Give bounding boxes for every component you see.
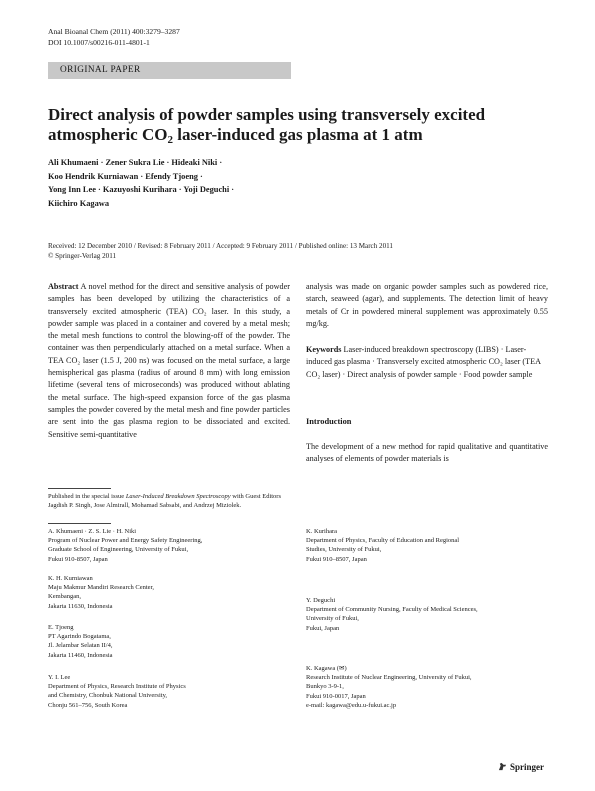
- author-line: Kiichiro Kagawa: [48, 199, 110, 209]
- abstract-block: [48, 281, 290, 441]
- affiliation-block: [306, 596, 556, 633]
- affiliation-block: [306, 527, 556, 564]
- affiliation-line: Research Institute of Nuclear Engineering, University of Fukui,: [306, 674, 472, 682]
- paper-type-band: [48, 62, 291, 79]
- affiliation-line: Jakarta 11630, Indonesia: [48, 602, 113, 610]
- affiliation-line: University of Fukui,: [306, 615, 359, 623]
- affiliation-line: Bunkyo 3-9-1,: [306, 683, 344, 691]
- doi: DOI 10.1007/s00216-011-4801-1: [48, 37, 150, 47]
- affiliation-line: A. Khumaeni · Z. S. Lie · H. Niki: [48, 528, 137, 535]
- journal-citation: Anal Bioanal Chem (2011) 400:3279–3287: [48, 27, 180, 36]
- affiliation-line: Kembangan,: [48, 593, 82, 601]
- publisher-name: Springer: [510, 762, 545, 772]
- affiliation-line: and Chemistry, Chonbuk National University,: [48, 692, 168, 700]
- affiliation-line: Graduate School of Engineering, University of Fukui,: [48, 546, 189, 554]
- affiliation-block: [306, 664, 556, 710]
- paper-title: [48, 105, 548, 150]
- keywords-block: [306, 344, 548, 381]
- publisher-logo: [498, 762, 544, 772]
- author-list: [48, 156, 308, 211]
- introduction-text: The development of a new method for rapid qualitative and quantitative analyses of elements of powder materials is: [306, 442, 548, 464]
- affiliation-line: Fukui 910–8507, Japan: [306, 555, 367, 563]
- affiliation-line: K. Kagawa (✉): [306, 665, 347, 672]
- affiliation-line: Fukui, Japan: [306, 624, 340, 632]
- affiliation-block: [48, 623, 298, 660]
- affiliation-line: Fukui 910-0017, Japan: [306, 692, 366, 700]
- affiliation-line: Department of Physics, Research Institute of Physics: [48, 683, 186, 691]
- affiliation-line: Studies, University of Fukui,: [306, 546, 382, 554]
- abstract-continued: [306, 281, 548, 330]
- affiliation-line: Fukui 910-8507, Japan: [48, 555, 108, 563]
- affiliation-line: Department of Physics, Faculty of Education and Regional: [306, 537, 460, 545]
- affiliation-line: E. Tjoeng: [48, 624, 74, 631]
- title-subscript: 2: [167, 134, 173, 146]
- received-dates: Received: 12 December 2010 / Revised: 8 February 2011 / Accepted: 9 February 2011 / Published online: 13 March 2011: [48, 242, 393, 250]
- abstract-text: A novel method for the direct and sensitive analysis of powder samples has been developed by utilizing the characteristics of a transversely excited atmospheric (TEA) CO₂ laser. In this study, a powder sample was placed in a container and covered by a metal mesh; the metal mesh functions to control the blowing-off of the powder. The container was then perpendicularly attached on a metal surface. When a TEA CO₂ laser (1.5 J, 200 ns) was focused on the metal surface, a large hemispherical gas plasma (radius of around 8 mm) with long emission lifetime (several tens of microseconds) was produced without ablating the metal surface. The high-speed expansion force of the gas plasma samples the powder covered by the metal mesh and fine powder particles are sent into the gas plasma region to be dissociated and excited. Sensitive semi-quantitative: [48, 282, 290, 439]
- title-line-2b: laser-induced gas plasma at 1 atm: [172, 125, 423, 144]
- affiliation-line: PT Agarindo Bogatama,: [48, 633, 111, 641]
- keywords-label: Keywords: [306, 345, 342, 354]
- title-line-2a: atmospheric CO: [48, 125, 168, 144]
- springer-horse-icon: [498, 762, 507, 771]
- affiliation-block: [48, 673, 298, 710]
- affiliation-line: Maju Makmur Mandiri Research Center,: [48, 584, 155, 592]
- running-header: [48, 27, 180, 48]
- publication-dates: [48, 241, 548, 261]
- author-line: Koo Hendrik Kurniawan · Efendy Tjoeng ·: [48, 171, 203, 181]
- affiliation-rule: [48, 523, 111, 524]
- affiliation-line: Chonju 561–756, South Korea: [48, 701, 128, 709]
- paper-type-label: ORIGINAL PAPER: [60, 65, 141, 75]
- author-line: Yong Inn Lee · Kazuyoshi Kurihara · Yoji Deguchi ·: [48, 185, 235, 195]
- keywords-text: Laser-induced breakdown spectroscopy (LIBS) · Laser-induced gas plasma · Transversely excited atmospheric CO₂ laser (TEA CO₂ laser) · Direct analysis of powder sample · Food powder sample: [306, 345, 541, 379]
- abstract-label: Abstract: [48, 282, 79, 291]
- affiliation-line: Jakarta 11460, Indonesia: [48, 651, 113, 659]
- affiliation-block: [48, 527, 298, 564]
- special-issue-name: Laser-Induced Breakdown Spectroscopy: [125, 493, 231, 500]
- copyright: © Springer-Verlag 2011: [48, 252, 117, 261]
- affiliation-line: Program of Nuclear Power and Energy Safety Engineering,: [48, 537, 203, 545]
- affiliation-line: Department of Community Nursing, Faculty of Medical Sciences,: [306, 606, 478, 614]
- contact-email: e-mail: kagawa@edu.u-fukui.ac.jp: [306, 701, 397, 709]
- affiliation-block: [48, 574, 298, 611]
- footnote-rule: [48, 488, 111, 489]
- affiliation-line: K. H. Kurniawan: [48, 575, 93, 582]
- introduction-heading: Introduction: [306, 417, 352, 426]
- affiliation-line: K. Kurihara: [306, 528, 338, 535]
- affiliation-line: Jl. Jelambar Selatan II/4,: [48, 642, 113, 650]
- title-line-1: Direct analysis of powder samples using transversely excited: [48, 105, 486, 124]
- affiliation-line: Y. Deguchi: [306, 597, 336, 604]
- affiliation-line: Y. I. Lee: [48, 674, 71, 681]
- special-issue-footnote: Published in the special issue Laser-Induced Breakdown Spectroscopy with Guest Editors Jagdish P. Singh, Jose Almirall, Mohamad Sabsabi, and Andrzej Miziolek.: [48, 493, 281, 510]
- abstract-text-continued: analysis was made on organic powder samples such as powdered rice, starch, seaweed (agar), and supplements. The detection limit of heavy metals of Cr in powdered mineral supplement was approximately 0.55 mg/kg.: [306, 282, 548, 328]
- author-line: Ali Khumaeni · Zener Sukra Lie · Hideaki Niki ·: [48, 158, 223, 167]
